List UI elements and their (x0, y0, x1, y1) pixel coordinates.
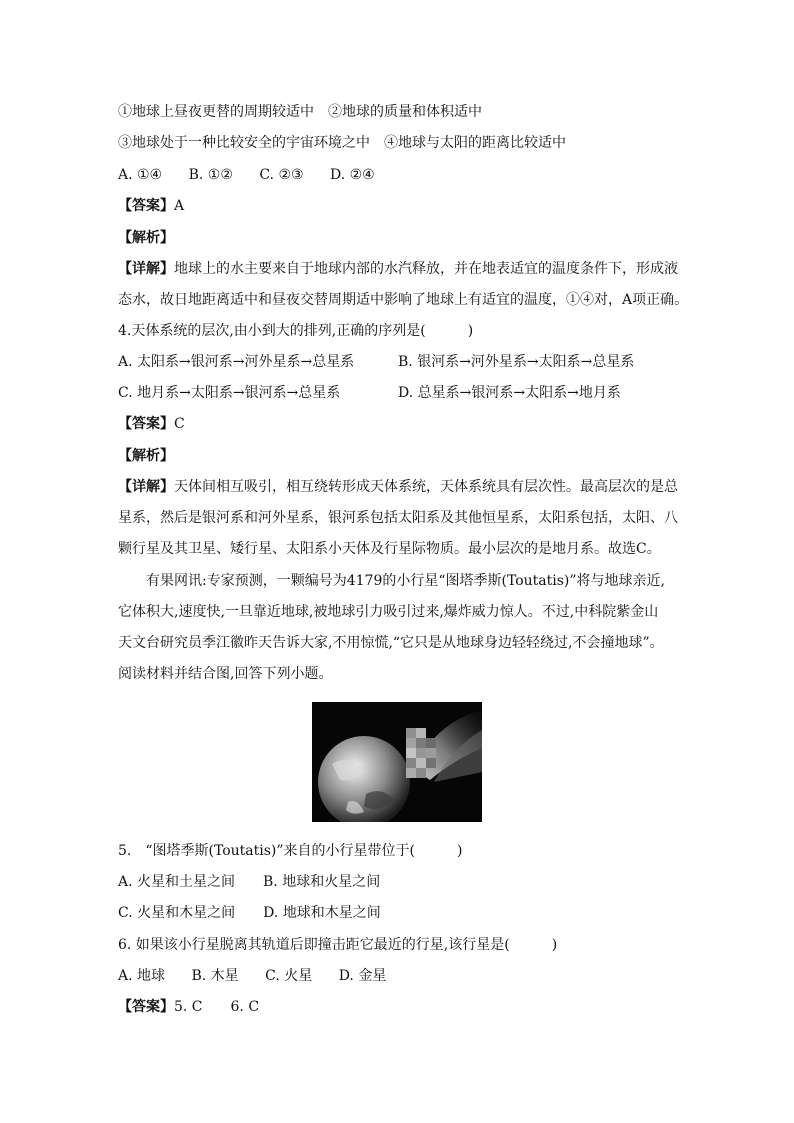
q6-options (118, 966, 688, 986)
q3-option-b: B. ①② (188, 167, 233, 183)
q4-analysis-label: 【解析】 (118, 448, 174, 464)
q6-option-a: A. 地球 (118, 968, 166, 984)
answer-value: C (174, 416, 185, 432)
passage-line-1: 有果网讯:专家预测，一颗编号为4179的小行星“图塔季斯(Toutatis)”将与地球亲近, (146, 573, 665, 589)
q4-detail-line-2: 星系，然后是银河系和河外星系，银河系包括太阳系及其他恒星系，太阳系包括，太阳、八 (118, 510, 678, 526)
q4-option-c: C. 地月系→太阳系→银河系→总星系 (118, 385, 341, 401)
q3-option-c: C. ②③ (259, 167, 304, 183)
q3-option-a: A. ①④ (118, 167, 163, 183)
answer-value: 5. C 6. C (174, 999, 260, 1015)
q3-option-d: D. ②④ (330, 167, 375, 183)
q5-stem: 5. “图塔季斯(Toutatis)”来自的小行星带位于( ) (118, 843, 463, 859)
answer-value: A (174, 198, 185, 214)
asteroid-earth-figure (312, 702, 482, 822)
passage-line-2: 它体积大,速度快,一旦靠近地球,被地球引力吸引过来,爆炸威力惊人。不过,中科院紫金山 (118, 604, 659, 620)
q4-detail-line-1 (118, 477, 688, 497)
asteroid-earth-illustration (312, 702, 482, 822)
q6-option-d: D. 金星 (338, 968, 387, 984)
q3-answer (118, 196, 688, 216)
q3-statement-2: ③地球处于一种比较安全的宇宙环境之中 ④地球与太阳的距离比较适中 (118, 135, 566, 151)
q5-options-row-1: A. 火星和土星之间 B. 地球和火星之间 (118, 874, 381, 890)
q4-option-a: A. 太阳系→银河系→河外星系→总星系 (118, 354, 355, 370)
passage-line-4: 阅读材料并结合图,回答下列小题。 (118, 666, 333, 682)
q4-answer (118, 414, 688, 434)
q3-options (118, 165, 688, 185)
answer-label: 【答案】 (118, 999, 174, 1015)
answer-label: 【答案】 (118, 416, 174, 432)
q4-stem: 4.天体系统的层次,由小到大的排列,正确的序列是( ) (118, 323, 474, 339)
q6-stem: 6. 如果该小行星脱离其轨道后即撞击距它最近的行星,该行星是( ) (118, 937, 558, 953)
q3-statement-1: ①地球上昼夜更替的周期较适中 ②地球的质量和体积适中 (118, 104, 482, 120)
detail-text: 天体间相互吸引，相互绕转形成天体系统，天体系统具有层次性。最高层次的是总 (174, 479, 678, 495)
q4-option-b: B. 银河系→河外星系→太阳系→总星系 (398, 354, 635, 370)
q3-detail-line-1 (118, 259, 688, 279)
detail-text: 地球上的水主要来自于地球内部的水汽释放，并在地表适宜的温度条件下，形成液 (174, 261, 678, 277)
q6-option-c: C. 火星 (265, 968, 313, 984)
answer-label: 【答案】 (118, 198, 174, 214)
q3-analysis-label: 【解析】 (118, 230, 174, 246)
passage-line-3: 天文台研究员季江徽昨天告诉大家,不用惊慌,“它只是从地球身边轻轻绕过,不会撞地球”。 (118, 635, 664, 651)
detail-label: 【详解】 (118, 261, 174, 277)
q6-option-b: B. 木星 (191, 968, 239, 984)
q5-options-row-2: C. 火星和木星之间 D. 地球和木星之间 (118, 905, 381, 921)
q4-option-d: D. 总星系→银河系→太阳系→地月系 (398, 385, 621, 401)
q4-detail-line-3: 颗行星及其卫星、矮行星、太阳系小天体及行星际物质。最小层次的是地月系。故选C。 (118, 541, 661, 557)
detail-label: 【详解】 (118, 479, 174, 495)
q3-detail-line-2: 态水，故日地距离适中和昼夜交替周期适中影响了地球上有适宜的温度，①④对，A项正确。 (118, 292, 689, 308)
q56-answers (118, 997, 688, 1017)
